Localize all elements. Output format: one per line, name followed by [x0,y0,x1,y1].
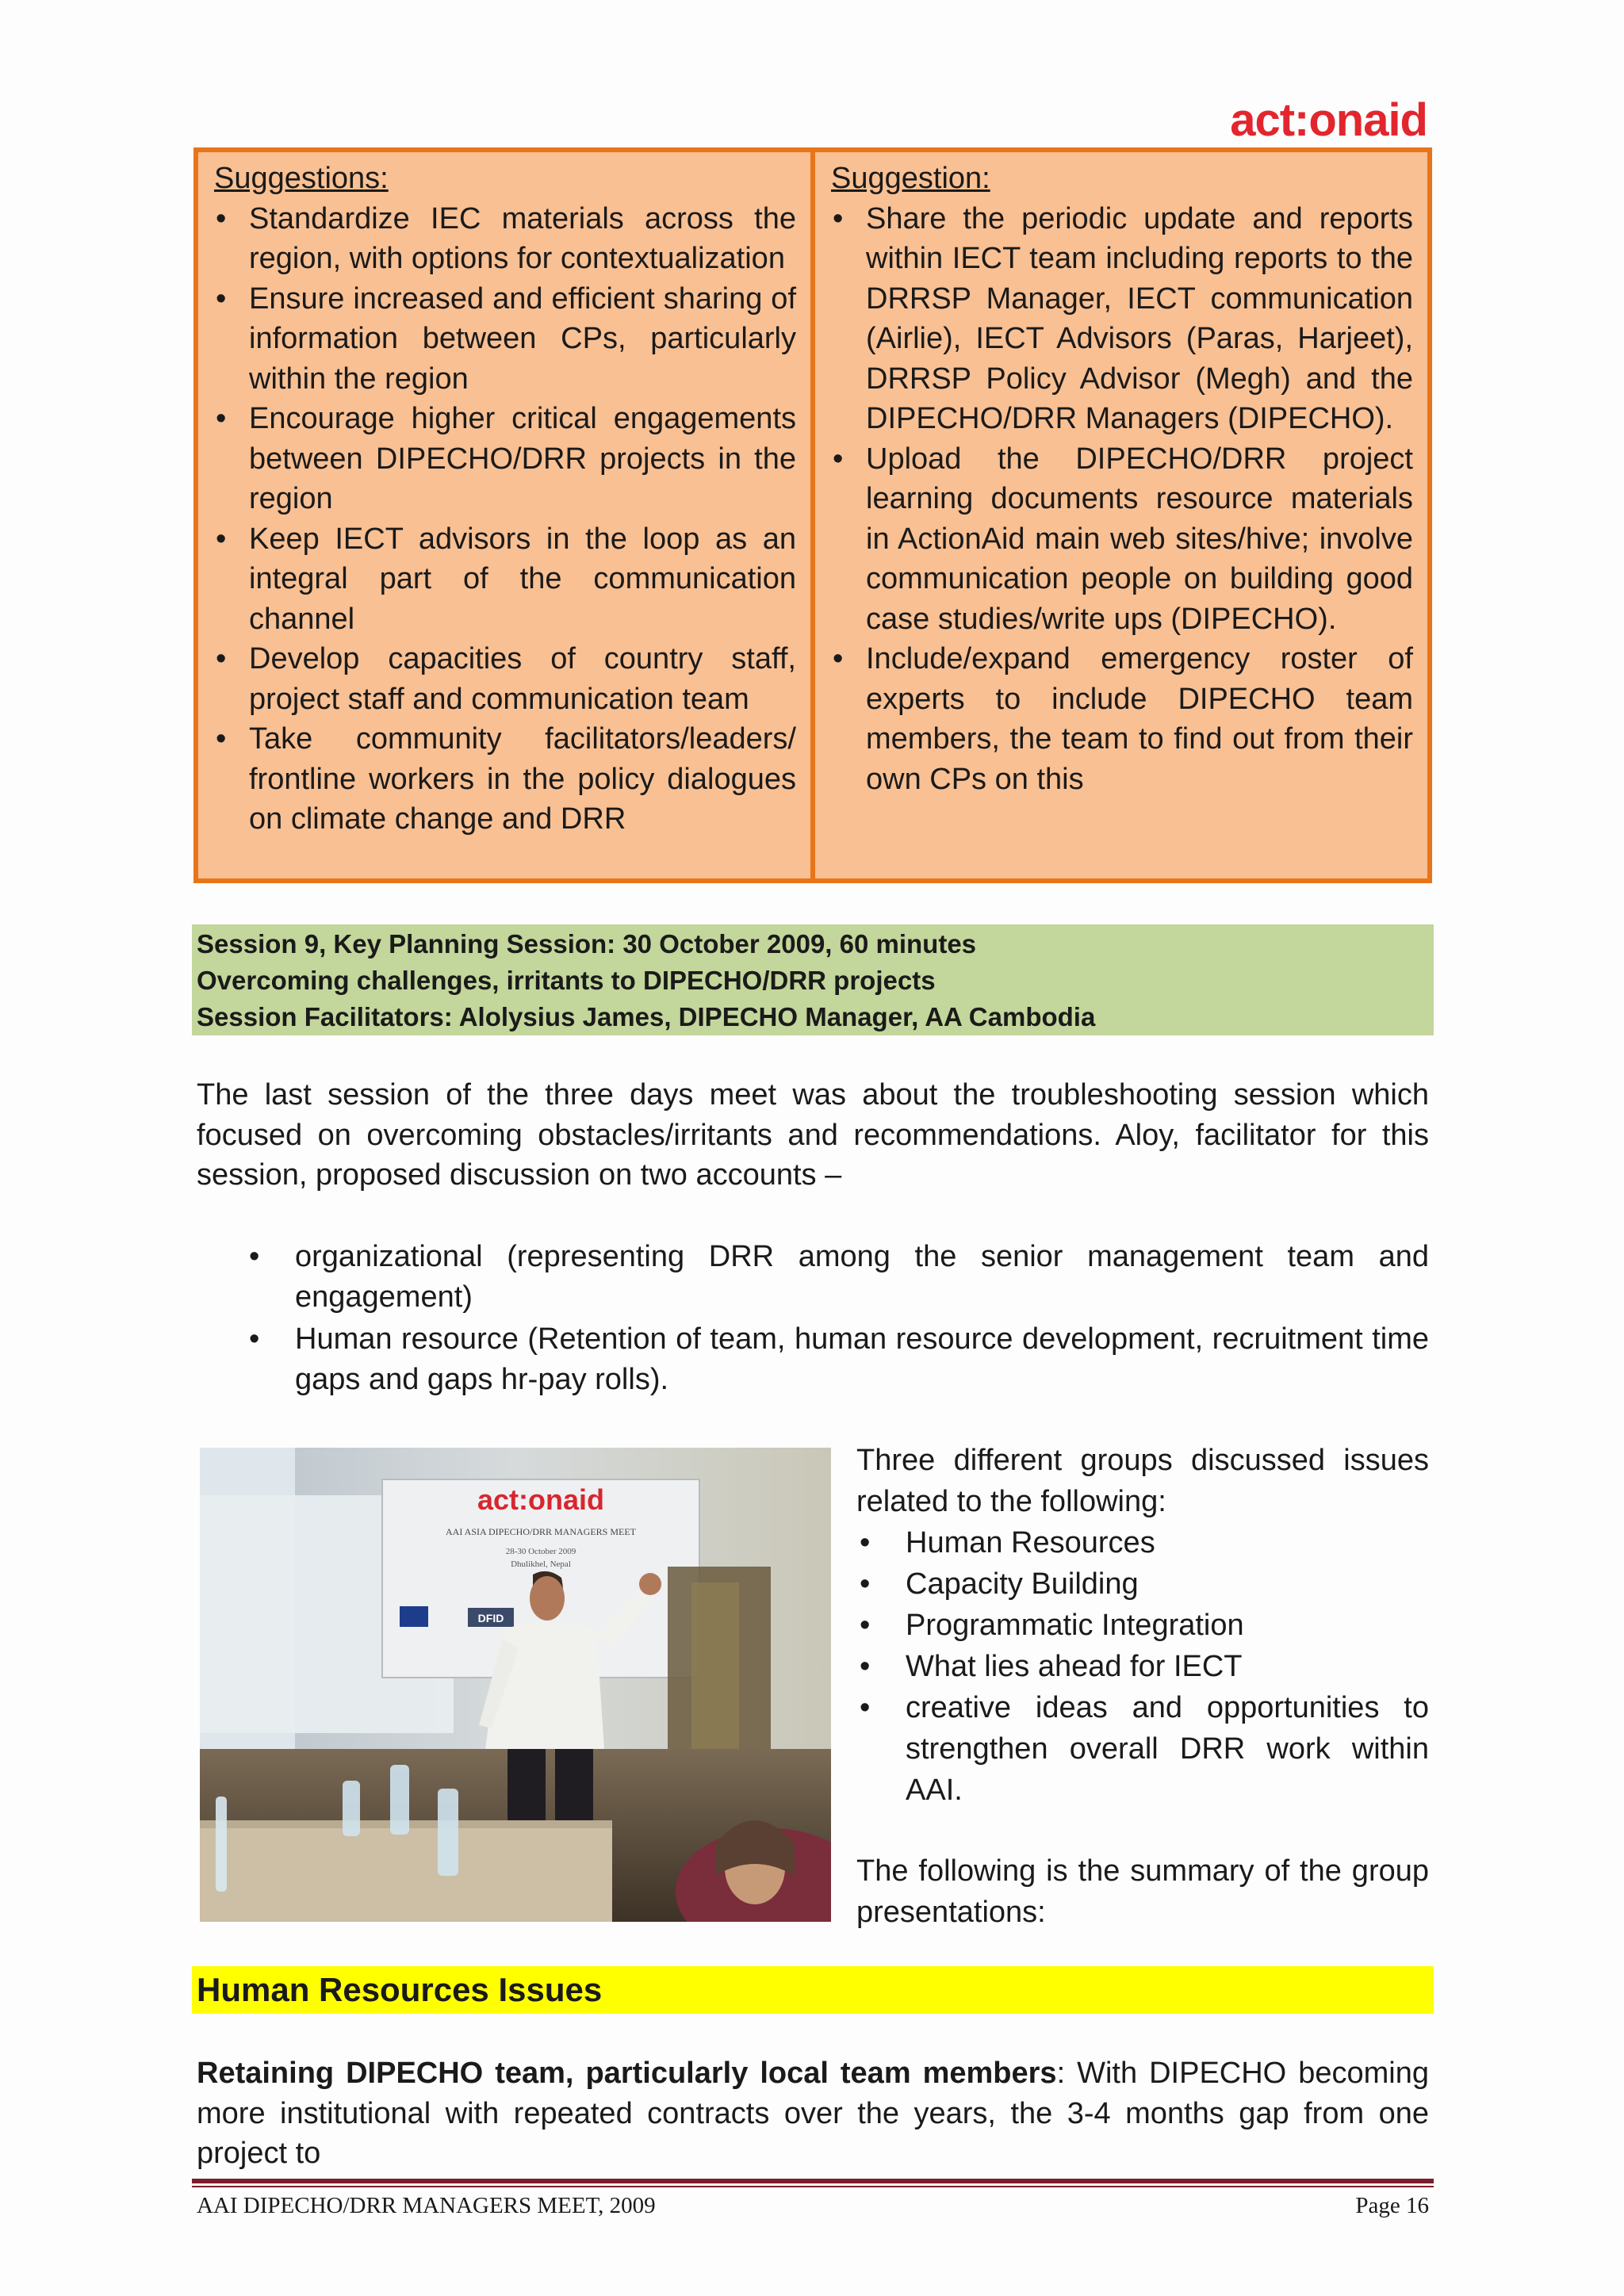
suggestions-right-list [831,199,1413,800]
list-item: • Standardize IEC materials across the region, with options for contextualization [249,199,796,279]
section-heading-hr-issues: Human Resources Issues [192,1966,1434,2014]
actionaid-logo: act:onaid [1230,94,1427,146]
list-item: • Ensure increased and efficient sharing of information between CPs, particularly within the region [249,279,796,400]
photo-banner-title: AAI ASIA DIPECHO/DRR MANAGERS MEET [445,1526,637,1537]
photo-banner-logo: act:onaid [477,1483,605,1516]
list-item: • Upload the DIPECHO/DRR project learning documents resource materials in ActionAid main web sites/hive; involve communication people on building good case studies/write ups (DIPECHO). [866,439,1413,640]
intro-paragraph: The last session of the three days meet was about the troubleshooting session which focused on overcoming obstacles/irritants and recommendations. Aloy, facilitator for this session, proposed discussion on two accounts – [197,1078,1429,1192]
retaining-paragraph [197,2053,1429,2174]
footer-rule-thin [192,2186,1434,2187]
list-item: • creative ideas and opportunities to strengthen overall DRR work within AAI. [906,1687,1429,1811]
list-item: • Take community facilitators/leaders/ frontline workers in the policy dialogues on climate change and DRR [249,719,796,840]
list-item: • Human Resources [906,1522,1429,1563]
session-subtitle: Overcoming challenges, irritants to DIPECHO/DRR projects [197,966,936,995]
eu-flag-icon [400,1606,428,1627]
list-item: • organizational (representing DRR among the senior management team and engagement) [295,1237,1429,1318]
suggestions-left-list [214,199,796,840]
suggestions-table [193,147,1432,883]
presenter-photo-image [200,1448,831,1922]
list-item: • Include/expand emergency roster of experts to include DIPECHO team members, the team to find out from their own CPs on this [866,639,1413,799]
photo-banner-place: Dhulikhel, Nepal [511,1559,571,1569]
suggestions-left-column [198,152,810,878]
dfid-logo-text: DFID [477,1612,504,1624]
groups-list [856,1522,1429,1811]
list-item: • Develop capacities of country staff, project staff and communication team [249,639,796,719]
suggestions-left-heading: Suggestions: [214,162,389,195]
page-number: Page 16 [1355,2193,1429,2218]
list-item: • Programmatic Integration [906,1605,1429,1646]
groups-intro: Three different groups discussed issues related to the following: [856,1444,1429,1518]
session-photo [200,1448,831,1922]
list-item: • Share the periodic update and reports within IECT team including reports to the DRRSP Manager, IECT communication (Airlie), IECT Advisors (Paras, Harjeet), DRRSP Policy Advisor (Megh) and the DIPECHO/DRR Managers (DIPECHO). [866,199,1413,439]
list-item: • Encourage higher critical engagements between DIPECHO/DRR projects in the region [249,399,796,519]
retaining-body: : With DIPECHO becoming more institutional with repeated contracts over the years, the 3-4 months gap from one project to [197,2057,1429,2170]
list-item: • Human resource (Retention of team, human resource development, recruitment time gaps and gaps hr-pay rolls). [295,1319,1429,1400]
list-item: • Capacity Building [906,1563,1429,1605]
session-title: Session 9, Key Planning Session: 30 October 2009, 60 minutes [197,929,977,959]
suggestions-right-column [810,152,1427,878]
list-item: • Keep IECT advisors in the loop as an integral part of the communication channel [249,519,796,640]
groups-text [856,1440,1429,1933]
list-item: • What lies ahead for IECT [906,1646,1429,1687]
session-header [192,924,1434,1035]
footer-rule-thick [192,2179,1434,2183]
photo-banner-date: 28-30 October 2009 [505,1547,576,1556]
groups-summary: The following is the summary of the group presentations: [856,1854,1429,1929]
page-footer [197,2193,1429,2219]
suggestions-right-heading: Suggestion: [831,162,990,195]
accounts-list [295,1237,1429,1400]
session-facilitators: Session Facilitators: Alolysius James, DIPECHO Manager, AA Cambodia [197,1002,1096,1031]
retaining-lead: Retaining DIPECHO team, particularly local team members [197,2057,1057,2090]
footer-title: AAI DIPECHO/DRR MANAGERS MEET, 2009 [197,2193,656,2218]
accounts-list-wrap [295,1237,1429,1402]
